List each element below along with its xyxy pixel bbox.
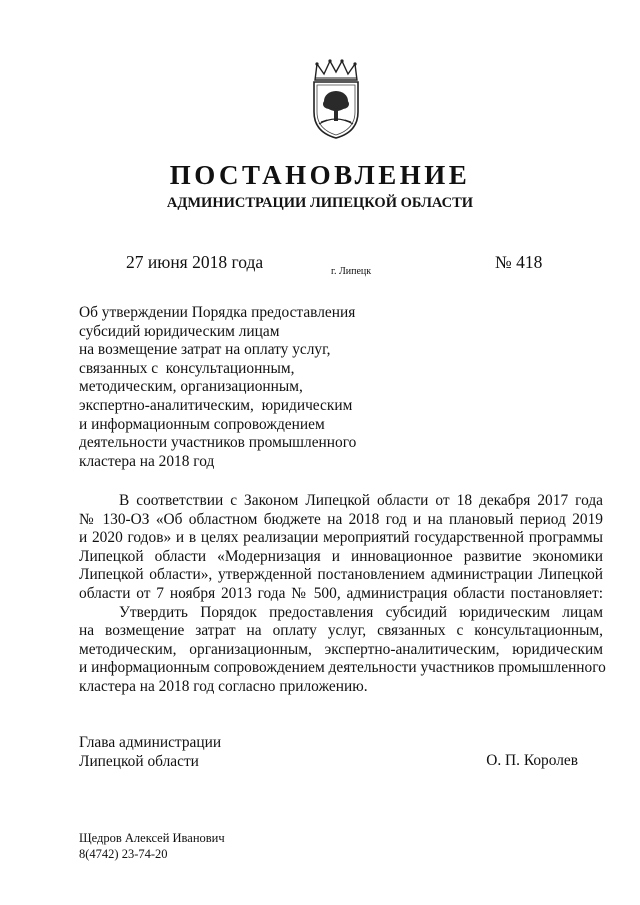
document-subtitle: АДМИНИСТРАЦИИ ЛИПЕЦКОЙ ОБЛАСТИ xyxy=(166,195,474,211)
document-date: 27 июня 2018 года xyxy=(126,252,264,272)
document-subject xyxy=(79,304,379,471)
body-line: Утвердить Порядок предоставления субсидий юридическим лицам xyxy=(119,603,603,621)
document-number: № 418 xyxy=(495,252,543,272)
subject-line: и информационным сопровождением xyxy=(79,415,325,433)
subject-line: деятельности участников промышленного xyxy=(79,434,357,452)
document-body xyxy=(79,492,606,697)
body-line: и 2020 годов» и в целях реализации мероприятий государственной программы xyxy=(79,529,603,547)
document-city: г. Липецк xyxy=(331,266,372,277)
body-line: кластера на 2018 год согласно приложению. xyxy=(79,677,368,695)
body-line: Липецкой области», утвержденной постановлением администрации Липецкой xyxy=(79,566,603,584)
body-line: методическим, организационным, экспертно-аналитическим, юридическим xyxy=(79,640,603,658)
body-line: и информационным сопровождением деятельности участников промышленного xyxy=(79,659,606,677)
body-line: на возмещение затрат на оплату услуг, связанных с консультационным, xyxy=(79,622,603,640)
signatory-position xyxy=(79,734,221,771)
body-line: Липецкой области «Модернизация и инновационное развитие экономики xyxy=(79,547,603,565)
executor-name: Щедров Алексей Иванович xyxy=(79,831,225,845)
signatory-name: О. П. Королев xyxy=(486,752,578,769)
body-line: В соответствии с Законом Липецкой области от 18 декабря 2017 года xyxy=(119,492,603,509)
lipetsk-region-coat-of-arms-icon xyxy=(307,58,365,140)
subject-line: Об утверждении Порядка предоставления xyxy=(79,304,356,321)
executor-phone: 8(4742) 23-74-20 xyxy=(79,847,168,861)
signatory-position-line: Глава администрации xyxy=(79,734,222,751)
document-title: ПОСТАНОВЛЕНИЕ xyxy=(169,160,471,190)
subject-line: экспертно-аналитическим, юридическим xyxy=(79,396,353,414)
executor-info xyxy=(79,830,225,862)
subject-line: субсидий юридическим лицам xyxy=(79,322,280,340)
subject-line: кластера на 2018 год xyxy=(79,452,215,470)
subject-line: на возмещение затрат на оплату услуг, xyxy=(79,341,331,359)
subject-line: методическим, организационным, xyxy=(79,378,303,396)
subject-line: связанных с консультационным, xyxy=(79,359,295,377)
signatory-position-line: Липецкой области xyxy=(79,752,199,770)
body-line: области от 7 ноября 2013 года № 500, администрация области постановляет: xyxy=(79,584,603,602)
body-line: № 130-ОЗ «Об областном бюджете на 2018 год и на плановый период 2019 xyxy=(79,510,603,528)
